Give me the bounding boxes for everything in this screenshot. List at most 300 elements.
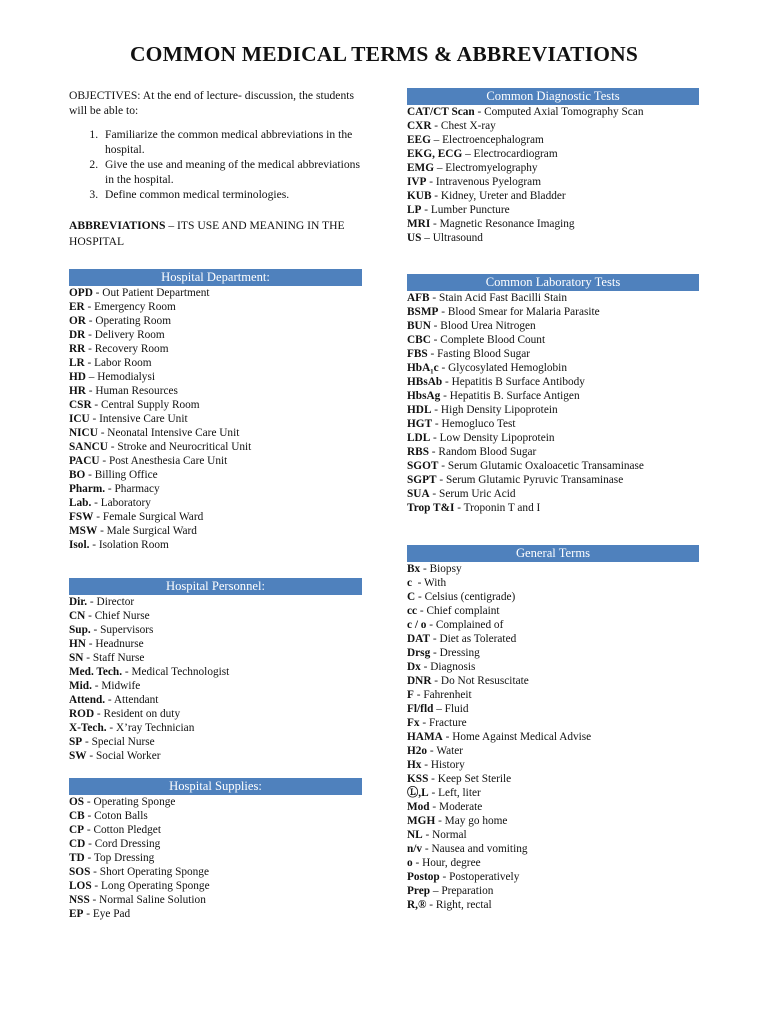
term-row bbox=[407, 660, 699, 674]
term-abbreviation: IVP bbox=[407, 176, 427, 188]
term-separator: - bbox=[428, 787, 439, 799]
term-separator: – bbox=[430, 134, 443, 146]
term-meaning: Postoperatively bbox=[449, 871, 520, 883]
term-row bbox=[69, 707, 362, 721]
term-separator: - bbox=[426, 899, 436, 911]
term-row bbox=[69, 300, 362, 314]
term-meaning: Central Supply Room bbox=[101, 399, 200, 411]
term-separator: - bbox=[105, 694, 114, 706]
term-abbreviation: OR bbox=[69, 315, 86, 327]
term-separator: - bbox=[438, 460, 448, 472]
abbreviations-intro-bold: ABBREVIATIONS bbox=[69, 219, 166, 232]
term-row bbox=[407, 305, 699, 319]
term-row bbox=[407, 702, 699, 716]
term-meaning: Social Worker bbox=[96, 750, 161, 762]
term-abbreviation: SANCU bbox=[69, 441, 108, 453]
term-row bbox=[407, 828, 699, 842]
term-separator: - bbox=[89, 539, 99, 551]
term-abbreviation: HAMA bbox=[407, 731, 443, 743]
term-meaning: Stain Acid Fast Bacilli Stain bbox=[439, 292, 568, 304]
term-separator: - bbox=[97, 525, 107, 537]
term-separator: - bbox=[91, 399, 102, 411]
term-row bbox=[407, 604, 699, 618]
objectives-list bbox=[69, 127, 362, 202]
term-abbreviation: EP bbox=[69, 908, 84, 920]
term-abbreviation: CBC bbox=[407, 334, 431, 346]
term-abbreviation: c bbox=[407, 577, 413, 589]
term-abbreviation: SP bbox=[69, 736, 83, 748]
term-row bbox=[407, 417, 699, 431]
term-separator: - bbox=[428, 773, 438, 785]
term-meaning: Right, rectal bbox=[435, 899, 492, 911]
term-abbreviation: BO bbox=[69, 469, 86, 481]
objective-item: 3. Define common medical terminologies. bbox=[101, 187, 362, 202]
term-abbreviation: EEG bbox=[407, 134, 431, 146]
term-meaning: Fasting Blood Sugar bbox=[437, 348, 531, 360]
term-meaning: Normal Saline Solution bbox=[99, 894, 206, 906]
term-abbreviation: Ⓛ,L bbox=[407, 787, 429, 799]
term-separator: - bbox=[99, 455, 109, 467]
term-meaning: History bbox=[430, 759, 465, 771]
term-abbreviation: CAT/CT Scan bbox=[407, 106, 475, 118]
term-row bbox=[407, 632, 699, 646]
term-meaning: Computed Axial Tomography Scan bbox=[484, 106, 644, 118]
term-meaning: Isolation Room bbox=[98, 539, 169, 551]
term-separator: – bbox=[462, 148, 474, 160]
term-row bbox=[69, 384, 362, 398]
term-meaning: Post Anesthesia Care Unit bbox=[108, 455, 228, 467]
term-row bbox=[69, 837, 362, 851]
term-row bbox=[69, 865, 362, 879]
term-abbreviation: HN bbox=[69, 638, 86, 650]
term-separator: - bbox=[94, 708, 104, 720]
term-meaning: Do Not Resuscitate bbox=[440, 675, 529, 687]
term-separator: – bbox=[85, 371, 98, 383]
term-abbreviation: OS bbox=[69, 796, 85, 808]
section-header: General Terms bbox=[407, 545, 699, 562]
term-row bbox=[69, 809, 362, 823]
term-abbreviation: NL bbox=[407, 829, 423, 841]
term-meaning: Top Dressing bbox=[93, 852, 155, 864]
term-separator: – bbox=[430, 885, 442, 897]
term-separator: - bbox=[412, 857, 423, 869]
term-abbreviation: BSMP bbox=[407, 306, 439, 318]
term-row bbox=[69, 879, 362, 893]
term-abbreviation: Drsg bbox=[407, 647, 431, 659]
term-separator: - bbox=[430, 334, 441, 346]
term-row bbox=[69, 454, 362, 468]
term-row bbox=[69, 721, 362, 735]
term-separator: - bbox=[90, 866, 100, 878]
term-abbreviation: MSW bbox=[69, 525, 98, 537]
term-abbreviation: SW bbox=[69, 750, 87, 762]
section-header: Common Laboratory Tests bbox=[407, 274, 699, 291]
term-meaning: Biopsy bbox=[429, 563, 462, 575]
term-abbreviation: LR bbox=[69, 357, 85, 369]
term-meaning: Electromyelography bbox=[445, 162, 538, 174]
term-row bbox=[407, 319, 699, 333]
term-row bbox=[69, 795, 362, 809]
term-abbreviation: Prep bbox=[407, 885, 431, 897]
term-row bbox=[69, 893, 362, 907]
term-separator: - bbox=[439, 871, 450, 883]
term-row bbox=[407, 231, 699, 245]
term-meaning: Emergency Room bbox=[94, 301, 176, 313]
term-meaning: Intravenous Pyelogram bbox=[435, 176, 541, 188]
abbreviations-intro-rest: – ITS USE AND MEANING IN THE HOSPITAL bbox=[69, 219, 345, 248]
term-abbreviation: AFB bbox=[407, 292, 430, 304]
term-row bbox=[69, 679, 362, 693]
term-separator: - bbox=[428, 446, 439, 458]
term-meaning: Out Patient Department bbox=[102, 287, 210, 299]
term-list bbox=[407, 562, 699, 912]
term-abbreviation: TD bbox=[69, 852, 85, 864]
term-separator: - bbox=[429, 488, 440, 500]
term-row bbox=[69, 637, 362, 651]
term-meaning: Recovery Room bbox=[94, 343, 169, 355]
term-row bbox=[407, 445, 699, 459]
term-separator: - bbox=[429, 801, 440, 813]
term-abbreviation: HbsAg bbox=[407, 390, 441, 402]
term-row bbox=[407, 333, 699, 347]
term-row bbox=[69, 538, 362, 552]
term-meaning: Fahrenheit bbox=[423, 689, 472, 701]
term-row bbox=[407, 758, 699, 772]
term-meaning: Preparation bbox=[441, 885, 494, 897]
term-abbreviation: LOS bbox=[69, 880, 92, 892]
term-meaning: Lumber Puncture bbox=[430, 204, 510, 216]
term-row bbox=[69, 851, 362, 865]
term-abbreviation: MGH bbox=[407, 815, 436, 827]
term-meaning: Special Nurse bbox=[91, 736, 155, 748]
hospital-department-section bbox=[69, 269, 362, 552]
objective-item: 2. Give the use and meaning of the medical abbreviations in the hospital. bbox=[101, 157, 362, 187]
term-meaning: With bbox=[424, 577, 447, 589]
term-row bbox=[69, 370, 362, 384]
term-row bbox=[407, 459, 699, 473]
term-abbreviation: HR bbox=[69, 385, 86, 397]
term-row bbox=[69, 440, 362, 454]
term-separator: - bbox=[91, 680, 102, 692]
term-meaning: Delivery Room bbox=[94, 329, 165, 341]
term-abbreviation: LDL bbox=[407, 432, 431, 444]
term-separator: - bbox=[85, 838, 95, 850]
term-meaning: Complete Blood Count bbox=[440, 334, 546, 346]
term-row bbox=[407, 487, 699, 501]
term-abbreviation: HBsAb bbox=[407, 376, 443, 388]
term-meaning: Electrocardiogram bbox=[473, 148, 558, 160]
term-separator: - bbox=[431, 404, 441, 416]
term-abbreviation: C bbox=[407, 591, 416, 603]
term-row bbox=[407, 772, 699, 786]
term-meaning: Chief complaint bbox=[426, 605, 500, 617]
term-row bbox=[407, 361, 699, 375]
term-row bbox=[407, 189, 699, 203]
term-row bbox=[407, 119, 699, 133]
term-row bbox=[407, 105, 699, 119]
term-meaning: Glycosylated Hemoglobin bbox=[448, 362, 567, 374]
term-meaning: Supervisors bbox=[100, 624, 154, 636]
term-row bbox=[407, 856, 699, 870]
term-row bbox=[407, 730, 699, 744]
term-meaning: Cotton Pledget bbox=[93, 824, 161, 836]
term-abbreviation: Pharm. bbox=[69, 483, 106, 495]
term-abbreviation: CSR bbox=[69, 399, 92, 411]
term-row bbox=[407, 473, 699, 487]
term-abbreviation: MRI bbox=[407, 218, 431, 230]
term-meaning: Keep Set Sterile bbox=[437, 773, 512, 785]
objectives-block bbox=[69, 88, 362, 202]
term-row bbox=[407, 203, 699, 217]
term-row bbox=[69, 665, 362, 679]
term-separator: - bbox=[421, 759, 431, 771]
term-abbreviation: cc bbox=[407, 605, 418, 617]
term-separator: - bbox=[436, 474, 446, 486]
term-meaning: Long Operating Sponge bbox=[101, 880, 210, 892]
hospital-personnel-section bbox=[69, 578, 362, 763]
term-abbreviation: RR bbox=[69, 343, 86, 355]
term-row bbox=[407, 800, 699, 814]
term-meaning: Water bbox=[436, 745, 463, 757]
term-meaning: Complained of bbox=[435, 619, 504, 631]
laboratory-tests-section bbox=[407, 274, 699, 515]
term-separator: - bbox=[431, 120, 441, 132]
term-abbreviation: CD bbox=[69, 838, 86, 850]
term-row bbox=[407, 590, 699, 604]
term-row bbox=[407, 501, 699, 515]
term-meaning: Hepatitis B. Surface Antigen bbox=[449, 390, 580, 402]
term-abbreviation: Dx bbox=[407, 661, 421, 673]
term-row bbox=[69, 623, 362, 637]
term-row bbox=[69, 342, 362, 356]
term-separator: - bbox=[84, 301, 95, 313]
term-row bbox=[407, 618, 699, 632]
term-row bbox=[407, 161, 699, 175]
term-row bbox=[69, 482, 362, 496]
term-meaning: Fluid bbox=[444, 703, 469, 715]
term-separator: - bbox=[84, 824, 94, 836]
term-separator: - bbox=[105, 483, 115, 495]
term-meaning: Diagnosis bbox=[430, 661, 476, 673]
diagnostic-tests-section bbox=[407, 88, 699, 245]
term-row bbox=[407, 217, 699, 231]
term-row bbox=[69, 735, 362, 749]
term-separator: - bbox=[431, 190, 441, 202]
objectives-intro: OBJECTIVES: At the end of lecture- discussion, the students will be able to: bbox=[69, 89, 354, 117]
term-separator: - bbox=[431, 675, 441, 687]
term-row bbox=[69, 356, 362, 370]
term-separator: - bbox=[107, 441, 118, 453]
term-separator: - bbox=[91, 880, 102, 892]
term-row bbox=[407, 562, 699, 576]
section-header: Hospital Department: bbox=[69, 269, 362, 286]
term-separator: - bbox=[85, 315, 96, 327]
term-separator: - bbox=[427, 745, 437, 757]
term-abbreviation: F bbox=[407, 689, 414, 701]
term-separator: - bbox=[435, 815, 445, 827]
term-abbreviation: Mid. bbox=[69, 680, 92, 692]
term-abbreviation: SGPT bbox=[407, 474, 437, 486]
term-separator: - bbox=[89, 894, 100, 906]
term-separator: - bbox=[413, 689, 424, 701]
term-separator: - bbox=[420, 563, 430, 575]
term-list bbox=[69, 286, 362, 552]
term-abbreviation: Lab. bbox=[69, 497, 92, 509]
term-abbreviation: NSS bbox=[69, 894, 90, 906]
term-row bbox=[69, 595, 362, 609]
term-row bbox=[407, 870, 699, 884]
abbreviations-intro bbox=[69, 218, 362, 250]
term-row bbox=[69, 693, 362, 707]
term-row bbox=[407, 716, 699, 730]
term-abbreviation: LP bbox=[407, 204, 422, 216]
term-abbreviation: CN bbox=[69, 610, 86, 622]
general-terms-section bbox=[407, 545, 699, 912]
term-row bbox=[69, 524, 362, 538]
term-meaning: Serum Uric Acid bbox=[439, 488, 516, 500]
term-row bbox=[407, 403, 699, 417]
term-meaning: Diet as Tolerated bbox=[439, 633, 517, 645]
term-meaning: Neonatal Intensive Care Unit bbox=[107, 427, 240, 439]
term-separator: - bbox=[422, 829, 433, 841]
term-abbreviation: SUA bbox=[407, 488, 430, 500]
term-row bbox=[407, 688, 699, 702]
term-separator: - bbox=[419, 717, 429, 729]
term-abbreviation: Isol. bbox=[69, 539, 90, 551]
term-abbreviation: Hx bbox=[407, 759, 422, 771]
term-row bbox=[69, 398, 362, 412]
term-row bbox=[69, 468, 362, 482]
term-abbreviation: CXR bbox=[407, 120, 432, 132]
term-separator: - bbox=[430, 320, 441, 332]
term-abbreviation: KSS bbox=[407, 773, 429, 785]
term-abbreviation: BUN bbox=[407, 320, 431, 332]
term-separator: - bbox=[438, 306, 448, 318]
term-separator: - bbox=[438, 362, 449, 374]
term-row bbox=[407, 842, 699, 856]
term-row bbox=[407, 674, 699, 688]
term-separator: - bbox=[430, 432, 440, 444]
term-row bbox=[407, 576, 699, 590]
term-abbreviation: HGT bbox=[407, 418, 433, 430]
term-meaning: Random Blood Sugar bbox=[438, 446, 537, 458]
term-separator: - bbox=[106, 722, 116, 734]
term-separator: - bbox=[412, 577, 425, 589]
term-row bbox=[407, 175, 699, 189]
term-abbreviation: SGOT bbox=[407, 460, 439, 472]
term-row bbox=[407, 786, 699, 800]
term-abbreviation: R,® bbox=[407, 899, 427, 911]
term-separator: - bbox=[84, 810, 95, 822]
term-meaning: High Density Lipoprotein bbox=[440, 404, 558, 416]
term-separator: – bbox=[433, 703, 445, 715]
term-separator: - bbox=[83, 908, 93, 920]
left-column bbox=[69, 88, 362, 920]
term-separator: - bbox=[415, 591, 425, 603]
term-separator: - bbox=[426, 176, 436, 188]
term-row bbox=[407, 646, 699, 660]
term-abbreviation: Med. Tech. bbox=[69, 666, 123, 678]
term-separator: - bbox=[422, 843, 432, 855]
term-meaning: Ultrasound bbox=[432, 232, 483, 244]
term-abbreviation: HbA₁c bbox=[407, 362, 439, 374]
term-abbreviation: Fl/fld bbox=[407, 703, 434, 715]
term-separator: - bbox=[417, 605, 427, 617]
term-abbreviation: Sup. bbox=[69, 624, 91, 636]
hospital-supplies-section bbox=[69, 778, 362, 921]
term-separator: - bbox=[430, 633, 440, 645]
term-meaning: Labor Room bbox=[94, 357, 152, 369]
term-row bbox=[407, 147, 699, 161]
term-meaning: Midwife bbox=[101, 680, 141, 692]
term-meaning: Coton Balls bbox=[94, 810, 148, 822]
objective-item: 1. Familiarize the common medical abbreviations in the hospital. bbox=[101, 127, 362, 157]
term-separator: - bbox=[85, 329, 95, 341]
term-separator: - bbox=[85, 469, 95, 481]
term-meaning: Nausea and vomiting bbox=[431, 843, 528, 855]
term-row bbox=[407, 133, 699, 147]
term-separator: - bbox=[83, 652, 93, 664]
term-separator: – bbox=[421, 232, 433, 244]
term-abbreviation: Fx bbox=[407, 717, 420, 729]
term-abbreviation: c / o bbox=[407, 619, 427, 631]
term-meaning: Human Resources bbox=[95, 385, 178, 397]
term-separator: - bbox=[91, 497, 101, 509]
term-separator: - bbox=[440, 390, 450, 402]
term-separator: - bbox=[84, 357, 95, 369]
term-meaning: X’ray Technician bbox=[115, 722, 195, 734]
term-row bbox=[69, 749, 362, 763]
term-separator: - bbox=[442, 731, 453, 743]
term-meaning: Left, liter bbox=[438, 787, 481, 799]
term-meaning: Headnurse bbox=[95, 638, 144, 650]
term-meaning: Female Surgical Ward bbox=[102, 511, 204, 523]
section-header: Common Diagnostic Tests bbox=[407, 88, 699, 105]
term-abbreviation: Postop bbox=[407, 871, 440, 883]
term-row bbox=[69, 314, 362, 328]
term-meaning: Attendant bbox=[113, 694, 159, 706]
term-abbreviation: HD bbox=[69, 371, 86, 383]
term-separator: - bbox=[89, 413, 100, 425]
term-abbreviation: Mod bbox=[407, 801, 430, 813]
term-meaning: Blood Urea Nitrogen bbox=[440, 320, 536, 332]
term-abbreviation: DAT bbox=[407, 633, 431, 645]
term-meaning: Dressing bbox=[439, 647, 480, 659]
term-meaning: Serum Glutamic Oxaloacetic Transaminase bbox=[447, 460, 644, 472]
term-meaning: Operating Sponge bbox=[93, 796, 176, 808]
term-abbreviation: US bbox=[407, 232, 422, 244]
term-row bbox=[69, 510, 362, 524]
term-meaning: Cord Dressing bbox=[94, 838, 161, 850]
section-header: Hospital Supplies: bbox=[69, 778, 362, 795]
term-abbreviation: KUB bbox=[407, 190, 432, 202]
term-meaning: Staff Nurse bbox=[92, 652, 145, 664]
term-separator: - bbox=[85, 638, 96, 650]
term-list bbox=[407, 291, 699, 515]
term-meaning: May go home bbox=[444, 815, 508, 827]
term-separator: - bbox=[420, 661, 431, 673]
term-abbreviation: CP bbox=[69, 824, 85, 836]
term-separator: - bbox=[429, 292, 440, 304]
term-list bbox=[69, 595, 362, 763]
term-row bbox=[69, 496, 362, 510]
term-separator: - bbox=[84, 852, 94, 864]
term-meaning: Magnetic Resonance Imaging bbox=[439, 218, 575, 230]
term-abbreviation: Attend. bbox=[69, 694, 106, 706]
section-header: Hospital Personnel: bbox=[69, 578, 362, 595]
term-meaning: Kidney, Ureter and Bladder bbox=[440, 190, 566, 202]
term-abbreviation: ER bbox=[69, 301, 85, 313]
